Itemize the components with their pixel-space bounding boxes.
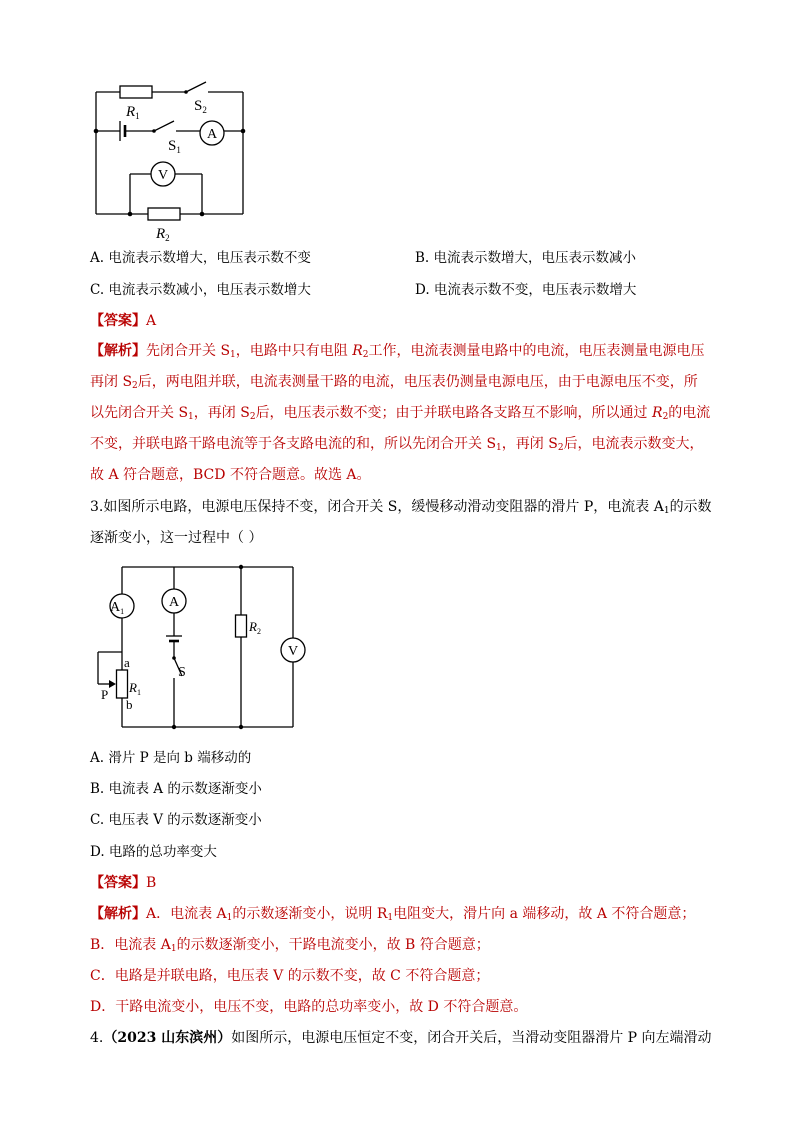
q3-a1-label: $A_1$ <box>109 600 125 616</box>
q2-r2-label: $R_2$ <box>156 226 170 243</box>
q3-switch-label: S <box>178 665 186 680</box>
q3-terminal-b-label: b <box>126 697 133 712</box>
q4-stem-line-1: 4.（2023 山东滨州）如图所示，电源电压恒定不变，闭合开关后，当滑动变阻器滑片 P 向左端滑动 <box>90 1030 712 1046</box>
q3-slider-p-label: P <box>101 687 109 702</box>
q3-option-c: C. 电压表 V 的示数逐渐变小 <box>90 812 262 828</box>
q3-terminal-a-label: a <box>124 655 130 670</box>
q3-circuit-diagram <box>96 560 316 732</box>
q2-r1-label: $R_1$ <box>126 104 140 121</box>
q2-analysis-line-4: 不变，并联电路干路电流等于各支路电流的和，所以先闭合开关 $S_1$，再闭 $S_2$后，电流表示数变大， <box>90 436 704 453</box>
q3-stem-line-1: 3.如图所示电路，电源电压保持不变，闭合开关 S，缓慢移动滑动变阻器的滑片 P，电流表 $A_1$的示数 <box>90 499 712 516</box>
q3-option-b: B. 电流表 A 的示数逐渐变小 <box>90 781 262 797</box>
q2-s2-label: $S_2$ <box>194 98 207 115</box>
q3-answer: 【答案】B <box>90 875 157 891</box>
q2-analysis-line-2: 再闭 $S_2$后，两电阻并联，电流表测量干路的电流，电压表仍测量电源电压，由于电源电压不变，所 <box>90 374 698 391</box>
q3-stem-line-2: 逐渐变小，这一过程中（ ） <box>90 530 263 546</box>
q2-answer: 【答案】A <box>90 313 157 329</box>
q2-option-a: A. 电流表示数增大，电压表示数不变 <box>90 250 311 266</box>
q2-voltmeter-label: V <box>157 168 169 183</box>
q3-r2-label: $R_2$ <box>249 619 261 636</box>
q2-analysis-line-3: 以先闭合开关 $S_1$，再闭 $S_2$后，电压表示数不变；由于并联电路各支路互不影响，所以通过 $R_2$的电流 <box>90 405 711 422</box>
q3-analysis-line-1: 【解析】A．电流表 $A_1$的示数逐渐变小，说明 $R_1$电阻变大，滑片向 a 端移动，故 A 不符合题意； <box>90 906 696 923</box>
q2-s1-label: $S_1$ <box>168 138 181 155</box>
q2-option-b: B. 电流表示数增大，电压表示数减小 <box>415 250 637 266</box>
q3-option-a: A. 滑片 P 是向 b 端移动的 <box>90 750 252 766</box>
q2-option-d: D. 电流表示数不变，电压表示数增大 <box>415 282 637 298</box>
q3-ammeter-label: A <box>168 595 180 610</box>
q3-voltmeter-label: V <box>287 644 299 659</box>
q3-analysis-line-3: C．电路是并联电路，电压表 V 的示数不变，故 C 不符合题意； <box>90 968 490 984</box>
q2-analysis-line-5: 故 A 符合题意，BCD 不符合题意。故选 A。 <box>90 467 371 483</box>
q2-analysis-line-1: 【解析】先闭合开关 $S_1$，电路中只有电阻 $R_2$工作，电流表测量电路中的电流，电压表测量电源电压 <box>90 343 705 360</box>
q2-option-c: C. 电流表示数减小，电压表示数增大 <box>90 282 311 298</box>
q3-option-d: D. 电路的总功率变大 <box>90 844 217 860</box>
q3-analysis-line-4: D．干路电流变小，电压不变，电路的总功率变小，故 D 不符合题意。 <box>90 999 528 1015</box>
q3-analysis-line-2: B．电流表 $A_1$的示数逐渐变小，干路电流变小，故 B 符合题意； <box>90 937 490 954</box>
q3-r1-label: $R_1$ <box>129 680 141 697</box>
q2-circuit-diagram <box>88 76 258 244</box>
q2-ammeter-label: A <box>206 127 218 142</box>
